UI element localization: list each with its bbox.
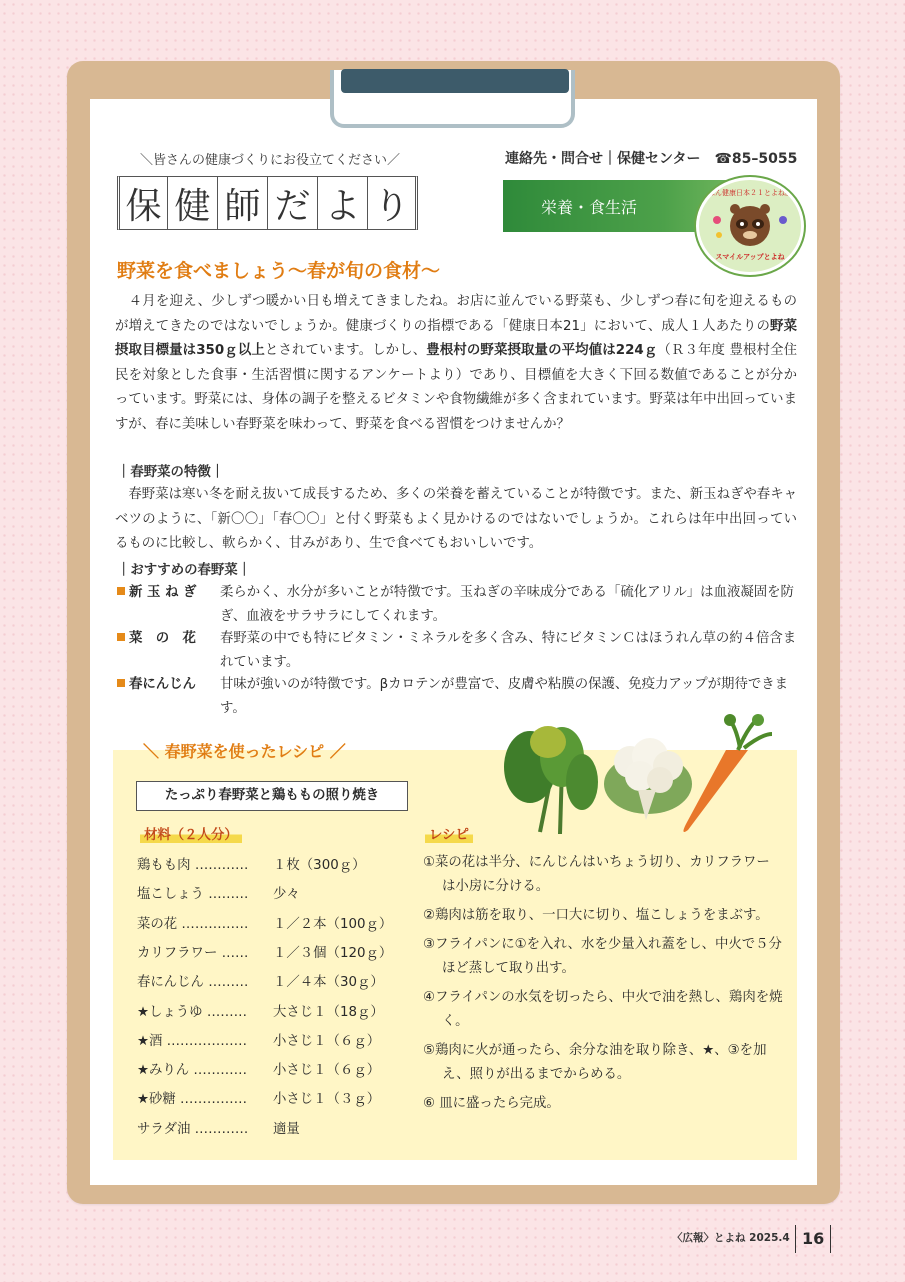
recommend-heading: ｜おすすめの春野菜｜ xyxy=(117,563,252,578)
tagline: ＼皆さんの健康づくりにお役立てください／ xyxy=(140,153,401,168)
ingredient-name: ★みりん ………… xyxy=(137,1063,247,1079)
badge-text-bottom: スマイルアップとよね xyxy=(715,253,785,261)
clipboard-clip-bar xyxy=(341,69,569,93)
body-text-segment: ４月を迎え、少しずつ暖かい日も増えてきましたね。お店に並んでいる野菜も、少しずつ春に旬を迎えるものが増えてきたのではないでしょうか。健康づくりの指標である「健康日本21」において、成人１人あたりの xyxy=(115,294,797,334)
ingredient-row xyxy=(137,942,393,961)
badge-text-top: えほん健康日本２１とよね計画 xyxy=(701,189,799,197)
recipe-section-heading: ＼ 春野菜を使ったレシピ ／ xyxy=(143,742,346,761)
ingredient-row xyxy=(137,1030,381,1049)
title-char: だ xyxy=(267,176,318,230)
page-number: 16 xyxy=(795,1225,831,1253)
title-char: 健 xyxy=(167,176,218,230)
feature-heading: ｜春野菜の特徴｜ xyxy=(117,465,225,480)
recipe-steps xyxy=(423,851,783,1121)
cauliflower-icon xyxy=(604,738,692,820)
ingredients-label: 材料（２人分） xyxy=(140,824,242,843)
ingredient-name: サラダ油 ………… xyxy=(137,1121,249,1137)
ingredient-name: ★砂糖 …………… xyxy=(137,1092,247,1108)
contact-info: 連絡先・問合せ｜保健センター ☎85–5055 xyxy=(505,151,798,167)
ingredient-row xyxy=(137,883,300,903)
ingredient-name: 春にんじん ……… xyxy=(137,975,249,991)
recipe-step: ⑥ 皿に盛ったら完成。 xyxy=(423,1096,560,1111)
emphasis-text: 豊根村の野菜摂取量の平均値は224ｇ xyxy=(426,343,658,359)
title-char: よ xyxy=(317,176,368,230)
vegetable-name: 新 玉 ね ぎ xyxy=(117,581,217,605)
nanohana-icon xyxy=(504,726,598,834)
category-label: 栄養・食生活 xyxy=(541,198,638,217)
ingredient-row xyxy=(137,971,384,991)
vegetables-illustration xyxy=(500,712,790,842)
intro-paragraph xyxy=(115,290,797,438)
ingredient-row xyxy=(137,1059,381,1079)
ingredient-quantity: １／２本（100ｇ） xyxy=(273,916,393,932)
recipe-step: ①菜の花は半分、にんじんはいちょう切り、カリフラワーは小房に分ける。 xyxy=(423,855,770,894)
ingredient-quantity: 少々 xyxy=(273,887,300,903)
ingredient-quantity: １枚（300ｇ） xyxy=(273,858,366,873)
ingredient-row xyxy=(137,1001,384,1020)
ingredient-name: カリフラワー …… xyxy=(137,945,249,961)
vegetable-name: 菜 の 花 xyxy=(117,627,217,651)
ingredient-quantity: １／４本（30ｇ） xyxy=(273,975,384,991)
recipe-step: ④フライパンの水気を切ったら、中火で油を熱し、鶏肉を焼く。 xyxy=(423,990,783,1029)
vegetable-name: 春にんじん xyxy=(117,673,217,697)
title-char: 保 xyxy=(117,176,168,230)
article-heading: 野菜を食べましょう〜春が旬の食材〜 xyxy=(117,260,441,282)
ingredient-row xyxy=(137,1118,300,1137)
ingredient-quantity: 大さじ１（18ｇ） xyxy=(273,1004,384,1020)
vegetable-desc: 春野菜の中でも特にビタミン・ミネラルを多く含み、特にビタミンＣはほうれん草の約４倍含まれています。 xyxy=(220,631,797,670)
ingredient-name: 鶏もも肉 ………… xyxy=(137,858,249,873)
ingredient-quantity: １／３個（120ｇ） xyxy=(273,945,393,961)
title-char: り xyxy=(367,176,418,230)
ingredient-quantity: 適量 xyxy=(273,1121,300,1137)
vegetable-desc: 柔らかく、水分が多いことが特徴です。玉ねぎの辛味成分である「硫化アリル」は血液凝固を防ぎ、血液をサラサラにしてくれます。 xyxy=(220,585,794,624)
vegetable-desc: 甘味が強いのが特徴です。βカロテンが豊富で、皮膚や粘膜の保護、免疫力アップが期待できます。 xyxy=(220,677,789,716)
ingredient-quantity: 小さじ１（３ｇ） xyxy=(273,1092,381,1108)
recipe-step: ③フライパンに①を入れ、水を少量入れ蓋をし、中火で５分ほど蒸して取り出す。 xyxy=(423,937,782,976)
feature-paragraph: 春野菜は寒い冬を耐え抜いて成長するため、多くの栄養を蓄えていることが特徴です。また、新玉ねぎや春キャベツのように、「新〇〇」「春〇〇」と付く野菜もよく見かけるのではないでしょうか。これらは年中出回っているものに比較し、軟らかく、甘みがあり、生で食べてもおいしいです。 xyxy=(115,487,797,552)
steps-label: レシピ xyxy=(425,824,473,843)
body-text-segment: とされています。しかし、 xyxy=(264,343,427,359)
ingredient-quantity: 小さじ１（６ｇ） xyxy=(273,1063,381,1079)
ingredient-name: 塩こしょう ……… xyxy=(137,887,249,903)
emphasis-text: 野菜摂取目標量は350ｇ以上 xyxy=(115,318,797,359)
ingredient-name: ★酒 ……………… xyxy=(137,1033,247,1049)
ingredient-row xyxy=(137,913,393,932)
carrot-icon xyxy=(683,714,772,832)
ingredient-row xyxy=(137,854,366,873)
ingredient-name: 菜の花 …………… xyxy=(137,916,249,932)
mascot-badge xyxy=(696,177,804,275)
ingredient-quantity: 小さじ１（６ｇ） xyxy=(273,1033,381,1049)
publication-name: 〈広報〉とよね 2025.4 xyxy=(672,1232,790,1244)
recipe-step: ⑤鶏肉に火が通ったら、余分な油を取り除き、★、③を加え、照りが出るまでからめる。 xyxy=(423,1043,767,1082)
recipe-step: ②鶏肉は筋を取り、一口大に切り、塩こしょうをまぶす。 xyxy=(423,908,769,923)
page-title xyxy=(117,176,417,232)
recipe-title: たっぷり春野菜と鶏ももの照り焼き xyxy=(136,781,408,811)
ingredient-row xyxy=(137,1088,381,1108)
body-text-segment: （Ｒ３年度 豊根村全住民を対象とした食事・生活習慣に関するアンケートより）であり、目標値を大きく下回る数値であることが分かっています。野菜には、身体の調子を整えるビタミンや食物繊維が多く含まれています。野菜は年中出回っていますが、春に美味しい春野菜を味わって、野菜を食べる習慣をつけませんか？ xyxy=(115,343,798,432)
title-char: 師 xyxy=(217,176,268,230)
ingredient-name: ★しょうゆ ……… xyxy=(137,1004,247,1020)
